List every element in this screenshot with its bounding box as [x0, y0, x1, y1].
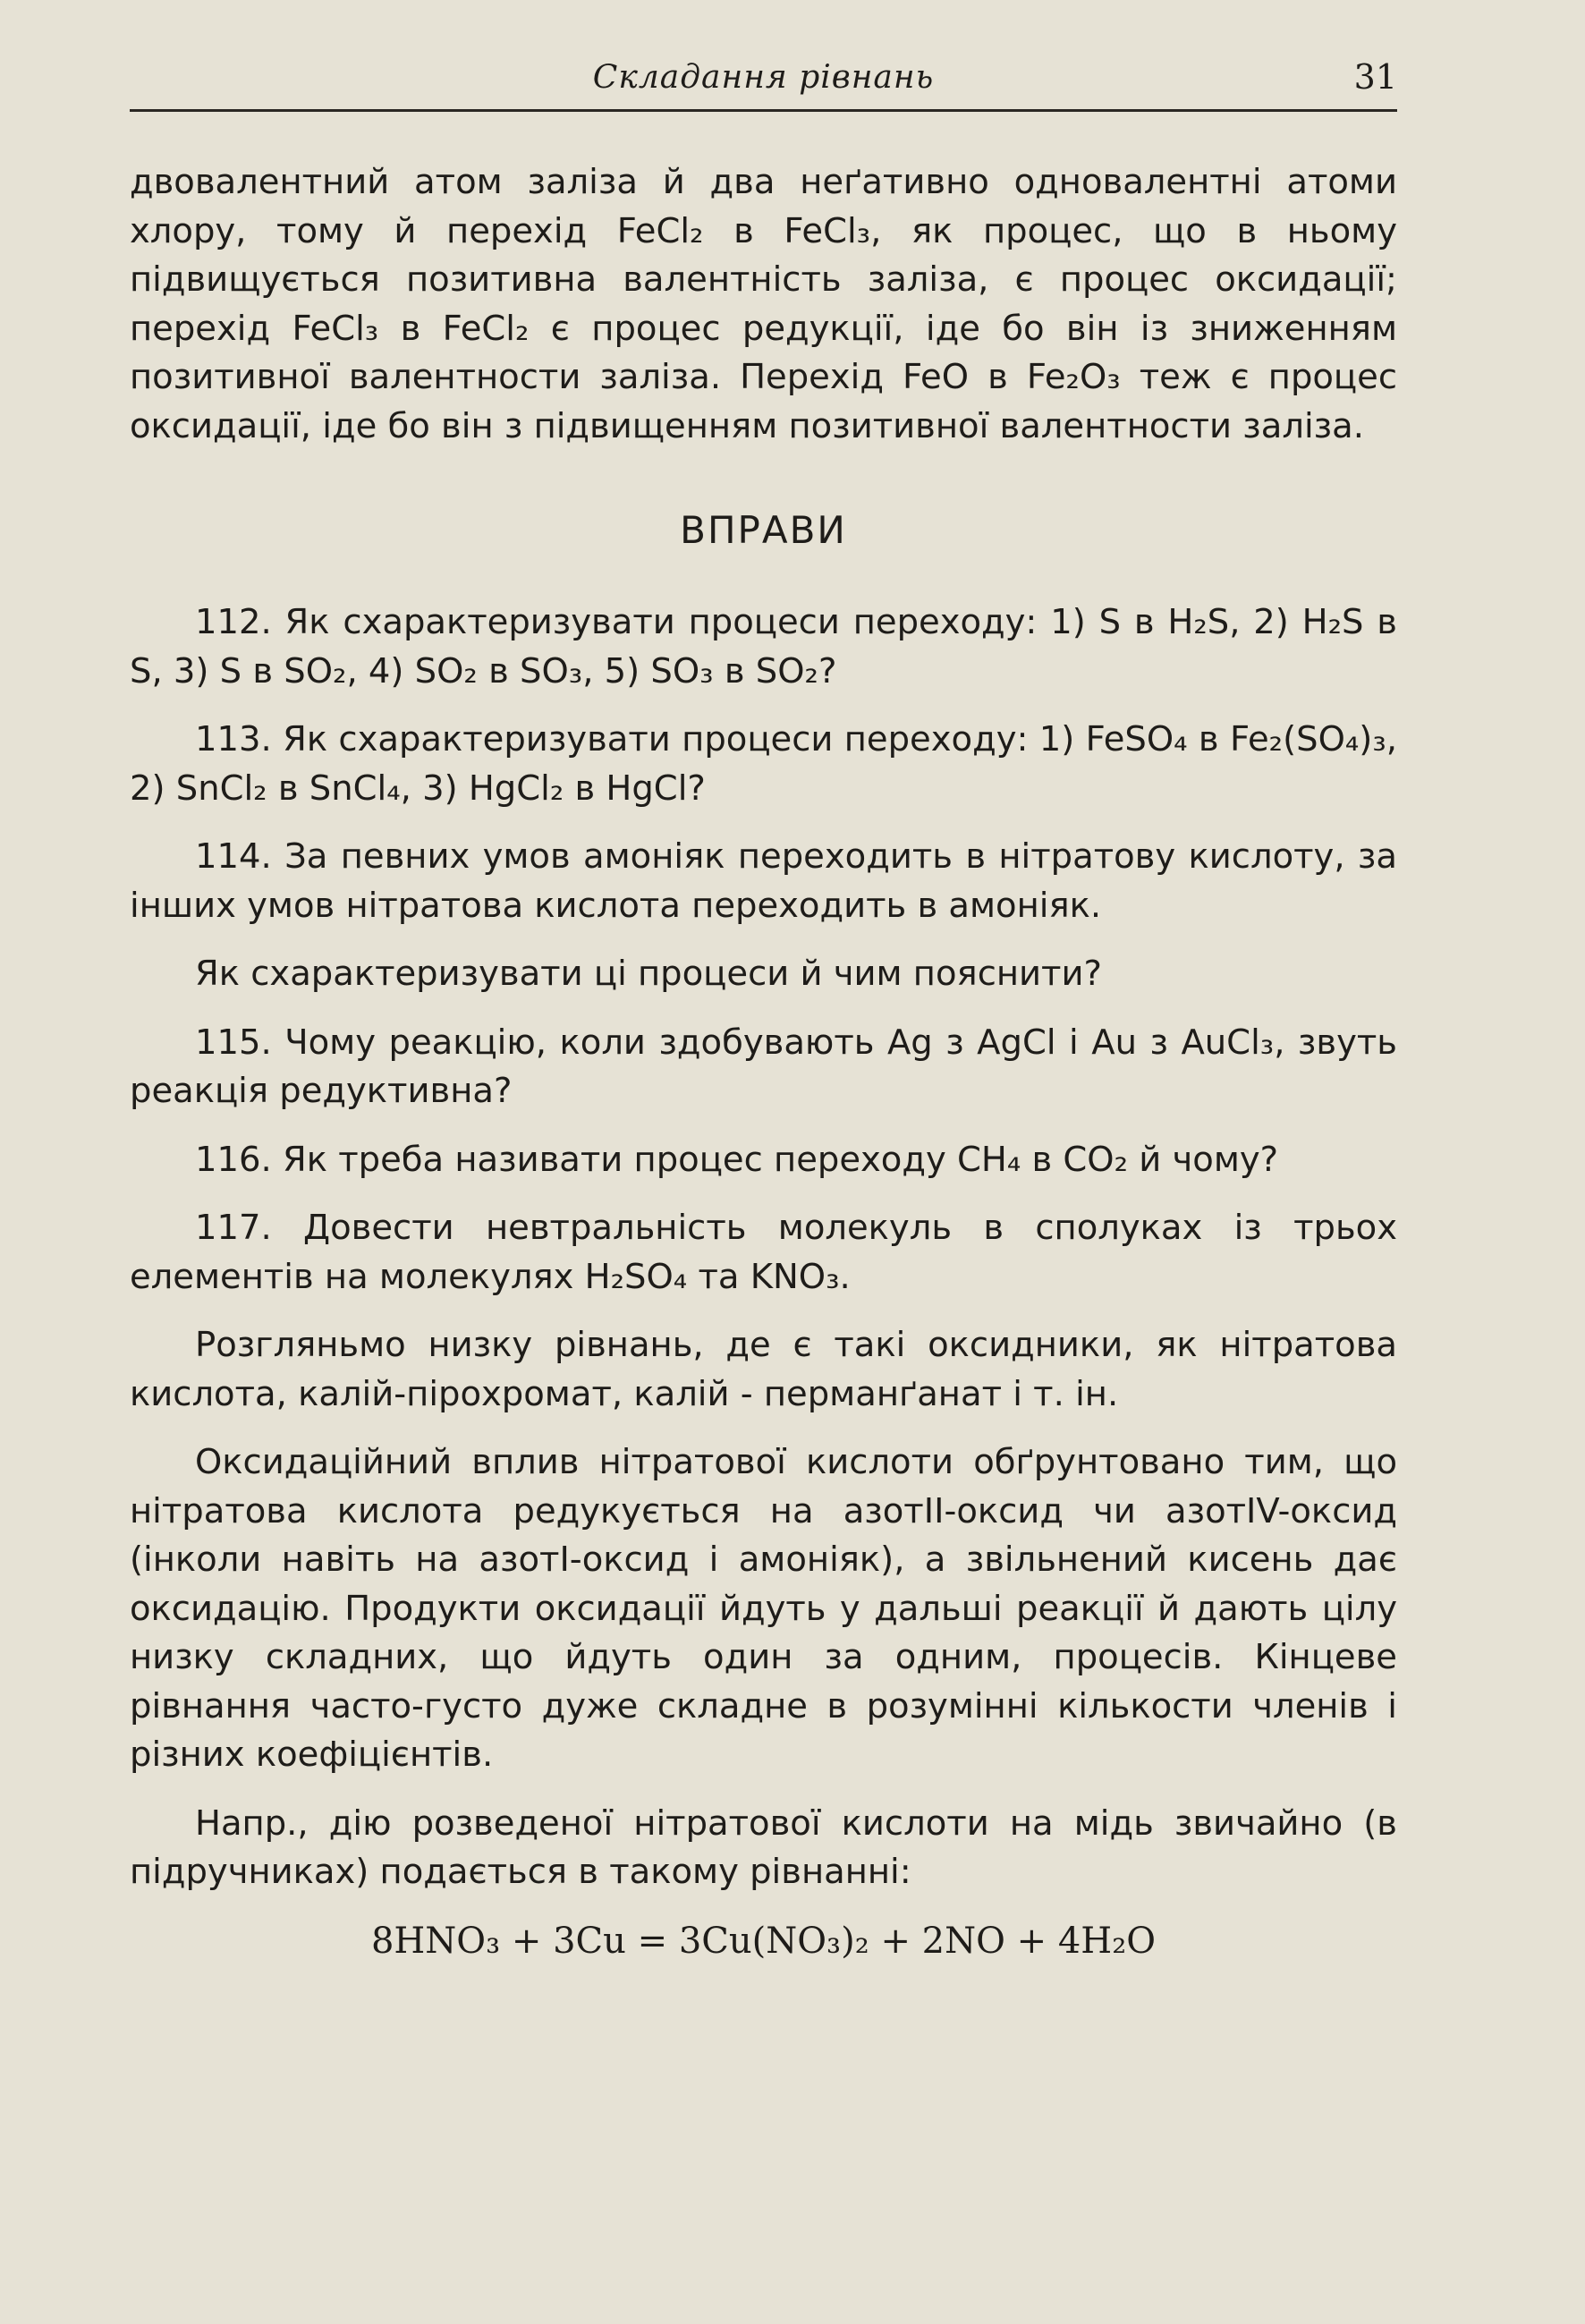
exercise-114: 114. За певних умов амоніяк переходить в нітратову кислоту, за інших умов нітратова кислота переходить в амоніяк.	[130, 836, 1397, 926]
exercise-112: 112. Як схарактеризувати процеси переходу: 1) S в H₂S, 2) H₂S в S, 3) S в SO₂, 4) SO₂ в SO₃, 5) SO₃ в SO₂?	[130, 602, 1397, 691]
exercise-114-question: Як схарактеризувати ці процеси й чим пояснити?	[195, 954, 1102, 994]
section-title: ВПРАВИ	[680, 508, 847, 552]
paragraph-continuation: двовалентний атом заліза й два неґативно одновалентні атоми хлору, тому й перехід FeCl₂ в FeCl₃, як процес, що в ньому підвищується позитивна валентність заліза, є процес оксидації; перехід FeCl₃ в FeCl₂ є процес редукції, іде бо він із зниженням позитивної валентности заліза. Перехід FeO в Fe₂O₃ теж є процес оксидації, іде бо він з підвищенням позитивної валентности заліза.	[130, 162, 1397, 446]
exercise-116: 116. Як треба називати процес переходу CH₄ в CO₂ й чому?	[195, 1139, 1279, 1180]
exercise-115: 115. Чому реакцію, коли здобувають Ag з AgCl і Au з AuCl₃, звуть реакція редуктивна?	[130, 1022, 1397, 1111]
chemical-equation: 8HNO₃ + 3Cu = 3Cu(NO₃)₂ + 2NO + 4H₂O	[370, 1920, 1157, 1962]
running-title: Складання рівнань	[592, 59, 935, 96]
body-paragraph-example: Напр., дію розведеної нітратової кислоти на мідь звичайно (в підручниках) подається в такому рівнанні:	[130, 1802, 1397, 1892]
body-paragraph-nitric-acid: Оксидаційний вплив нітратової кислоти обґрунтовано тим, що нітратова кислота редукується на азотII-оксид чи азотIV-оксид (інколи навіть на азотI-оксид і амоніяк), а звільнений кисень дає оксидацію. Продукти оксидації йдуть у дальші реакції й дають цілу низку складних, що йдуть один за одним, процесів. Кінцеве рівнання часто-густо дуже складне в розумінні кількости членів і різних коефіцієнтів.	[130, 1442, 1397, 1775]
page-number: 31	[1353, 57, 1397, 97]
page-header	[130, 55, 1397, 112]
body-paragraph-oxidizers: Розгляньмо низку рівнань, де є такі оксидники, як нітратова кислота, калій-пірохромат, калій - перманґанат і т. ін.	[130, 1325, 1397, 1414]
exercise-113: 113. Як схарактеризувати процеси переходу: 1) FeSO₄ в Fe₂(SO₄)₃, 2) SnCl₂ в SnCl₄, 3) HgCl₂ в HgCl?	[130, 719, 1397, 809]
exercise-117: 117. Довести невтральність молекуль в сполуках із трьох елементів на молекулях H₂SO₄ та KNO₃.	[130, 1208, 1397, 1297]
